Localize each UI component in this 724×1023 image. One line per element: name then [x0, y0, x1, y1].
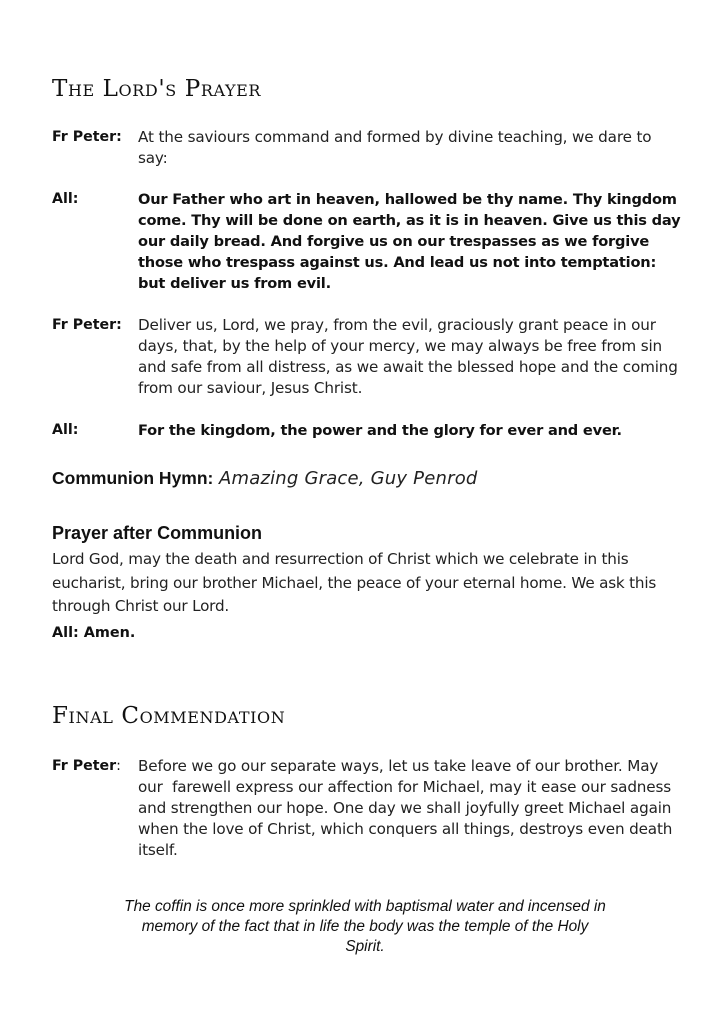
communion-hymn-title: Amazing Grace, Guy Penrod	[218, 468, 478, 489]
lords-prayer-heading: The Lord's Prayer	[52, 76, 262, 102]
dialogue-entry	[52, 127, 682, 169]
speaker-label: All:	[52, 422, 79, 438]
speaker-label	[52, 756, 138, 861]
dialogue-text: Deliver us, Lord, we pray, from the evil, graciously grant peace in our days, that, by the help of your mercy, we may always be free from sin and safe from all distress, as we await the blessed hope and the coming from our saviour, Jesus Christ.	[138, 316, 678, 397]
communion-hymn-label: Communion Hymn:	[52, 468, 214, 488]
dialogue-entry	[52, 315, 682, 399]
speaker-name: Fr Peter	[52, 758, 117, 774]
prayer-response: All: Amen.	[52, 625, 136, 641]
rubric-note: The coffin is once more sprinkled with baptismal water and incensed in memory of the fact that in life the body was the temple of the Holy Spirit.	[124, 898, 606, 955]
communion-hymn	[52, 468, 478, 489]
speaker-label: Fr Peter:	[52, 317, 122, 333]
speaker-colon: :	[116, 758, 121, 774]
dialogue-entry	[52, 420, 682, 441]
final-commendation-heading: Final Commendation	[52, 703, 286, 729]
dialogue-text: Our Father who art in heaven, hallowed be thy name. Thy kingdom come. Thy will be done on earth, as it is in heaven. Give us this day our daily bread. And forgive us on our trespasses as we forgive those who trespass against us. And lead us not into temptation: but deliver us from evil.	[138, 191, 681, 292]
dialogue-entry	[52, 756, 682, 861]
dialogue-text: At the saviours command and formed by divine teaching, we dare to say:	[138, 128, 652, 167]
speaker-label: All:	[52, 191, 79, 207]
speaker-label: Fr Peter:	[52, 129, 122, 145]
dialogue-text: For the kingdom, the power and the glory for ever and ever.	[138, 422, 622, 439]
dialogue-text: Before we go our separate ways, let us take leave of our brother. May our farewell express our affection for Michael, may it ease our sadness and strengthen our hope. One day we shall joyfully greet Michael again when the love of Christ, which conquers all things, destroys even death itself.	[138, 757, 677, 859]
prayer-after-communion-text: Lord God, may the death and resurrection of Christ which we celebrate in this eucharist, bring our brother Michael, the peace of your eternal home. We ask this through Christ our Lord.	[52, 550, 657, 615]
prayer-after-communion-heading: Prayer after Communion	[52, 523, 263, 543]
dialogue-entry	[52, 189, 682, 294]
